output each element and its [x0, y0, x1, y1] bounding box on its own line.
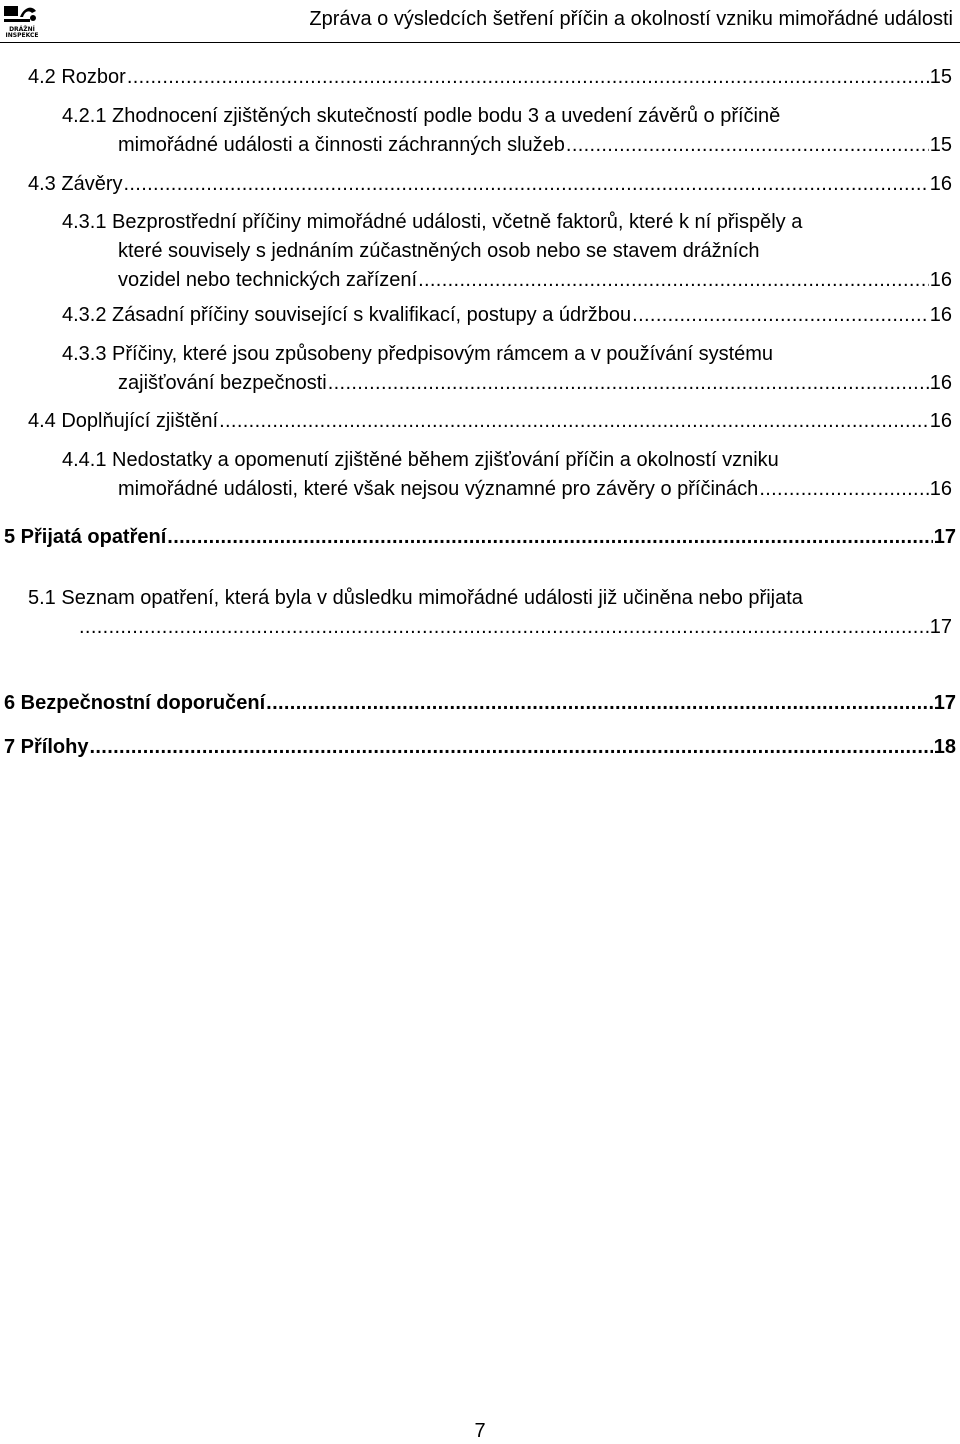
toc-page-number: 16 — [929, 173, 952, 195]
toc-line — [62, 131, 952, 160]
toc-entry-5[interactable] — [4, 523, 956, 552]
toc-line — [62, 102, 952, 131]
dot-leader — [167, 523, 932, 552]
toc-entry-4-3-3[interactable] — [62, 340, 952, 398]
toc-line — [62, 266, 952, 295]
dot-leader — [127, 63, 929, 92]
toc-entry-label: 4.2.1 Zhodnocení zjištěných skutečností podle bodu 3 a uvedení závěrů o příčině — [62, 105, 781, 127]
toc-entry-7[interactable] — [4, 733, 956, 762]
toc-line — [62, 446, 952, 475]
toc-entry-label: 5 Přijatá opatření — [4, 526, 167, 548]
toc-page-number: 16 — [929, 410, 952, 432]
toc-line — [62, 340, 952, 369]
toc-line — [62, 301, 952, 330]
dot-leader — [632, 301, 929, 330]
toc-line — [4, 523, 956, 552]
toc-entry-label: 5.1 Seznam opatření, která byla v důsledku mimořádné události již učiněna nebo přijata — [28, 587, 803, 609]
toc-entry-4-3-1[interactable] — [62, 208, 952, 295]
toc-entry-label: 7 Přílohy — [4, 736, 89, 758]
toc-page-number: 16 — [929, 269, 952, 291]
dot-leader — [759, 475, 928, 504]
dot-leader — [418, 266, 929, 295]
toc-page-number: 16 — [929, 372, 952, 394]
toc-entry-label: 4.4.1 Nedostatky a opomenutí zjištěné během zjišťování příčin a okolností vzniku — [62, 449, 779, 471]
dot-leader — [266, 689, 933, 718]
inspection-logo — [2, 3, 42, 39]
toc-entry-label-continued: mimořádné události, které však nejsou významné pro závěry o příčinách — [118, 478, 759, 500]
toc-page-number: 17 — [933, 526, 956, 548]
toc-entry-label: 4.3.3 Příčiny, které jsou způsobeny předpisovým rámcem a v používání systému — [62, 343, 774, 365]
toc-entry-4-4[interactable] — [28, 407, 952, 436]
toc-line — [28, 613, 952, 642]
toc-line — [62, 369, 952, 398]
dot-leader — [328, 369, 929, 398]
toc-page-number: 15 — [929, 134, 952, 156]
toc-line — [28, 170, 952, 199]
page-number: 7 — [474, 1420, 486, 1442]
toc-entry-4-2[interactable] — [28, 63, 952, 92]
toc-entry-6[interactable] — [4, 689, 956, 718]
toc-entry-label-continued: vozidel nebo technických zařízení — [118, 269, 418, 291]
page-header — [0, 0, 960, 43]
toc-page-number: 18 — [933, 736, 956, 758]
toc-entry-4-4-1[interactable] — [62, 446, 952, 504]
toc-entry-label: 4.2 Rozbor — [28, 66, 126, 88]
toc-entry-5-1[interactable] — [28, 584, 952, 642]
toc-line — [28, 63, 952, 92]
toc-line — [28, 584, 952, 613]
toc-line — [4, 689, 956, 718]
logo-emblem-icon — [2, 3, 42, 27]
toc-page-number: 15 — [929, 66, 952, 88]
toc-line — [28, 407, 952, 436]
toc-entry-4-3-2[interactable] — [62, 301, 952, 330]
logo-text: DRÁŽNÍ INSPEKCE — [5, 26, 39, 39]
toc-page-number: 17 — [933, 692, 956, 714]
toc-page-number: 17 — [929, 616, 952, 638]
toc-entry-label-continued: zajišťování bezpečnosti — [118, 372, 327, 394]
dot-leader — [123, 170, 928, 199]
toc-entry-label: 6 Bezpečnostní doporučení — [4, 692, 266, 714]
toc-entry-label: 4.3.1 Bezprostřední příčiny mimořádné události, včetně faktorů, které k ní přispěly a — [62, 211, 803, 233]
toc-line — [62, 208, 952, 237]
toc-entry-label-continued: mimořádné události a činnosti záchranných služeb — [118, 134, 565, 156]
toc-entry-label-continued: které souvisely s jednáním zúčastněných osob nebo se stavem drážních — [118, 240, 760, 262]
dot-leader — [89, 733, 932, 762]
toc-entry-4-2-1[interactable] — [62, 102, 952, 160]
toc-line — [62, 475, 952, 504]
toc-entry-label: 4.3.2 Zásadní příčiny související s kvalifikací, postupy a údržbou — [62, 304, 632, 326]
report-title: Zpráva o výsledcích šetření příčin a okolností vzniku mimořádné události — [309, 8, 953, 30]
dot-leader — [566, 131, 929, 160]
toc-page-number: 16 — [929, 478, 952, 500]
dot-leader — [219, 407, 929, 436]
toc-line — [4, 733, 956, 762]
toc-entry-4-3[interactable] — [28, 170, 952, 199]
dot-leader — [79, 613, 929, 642]
toc-page-number: 16 — [929, 304, 952, 326]
toc-entry-label: 4.4 Doplňující zjištění — [28, 410, 219, 432]
toc-line — [62, 237, 952, 266]
toc-entry-label: 4.3 Závěry — [28, 173, 123, 195]
